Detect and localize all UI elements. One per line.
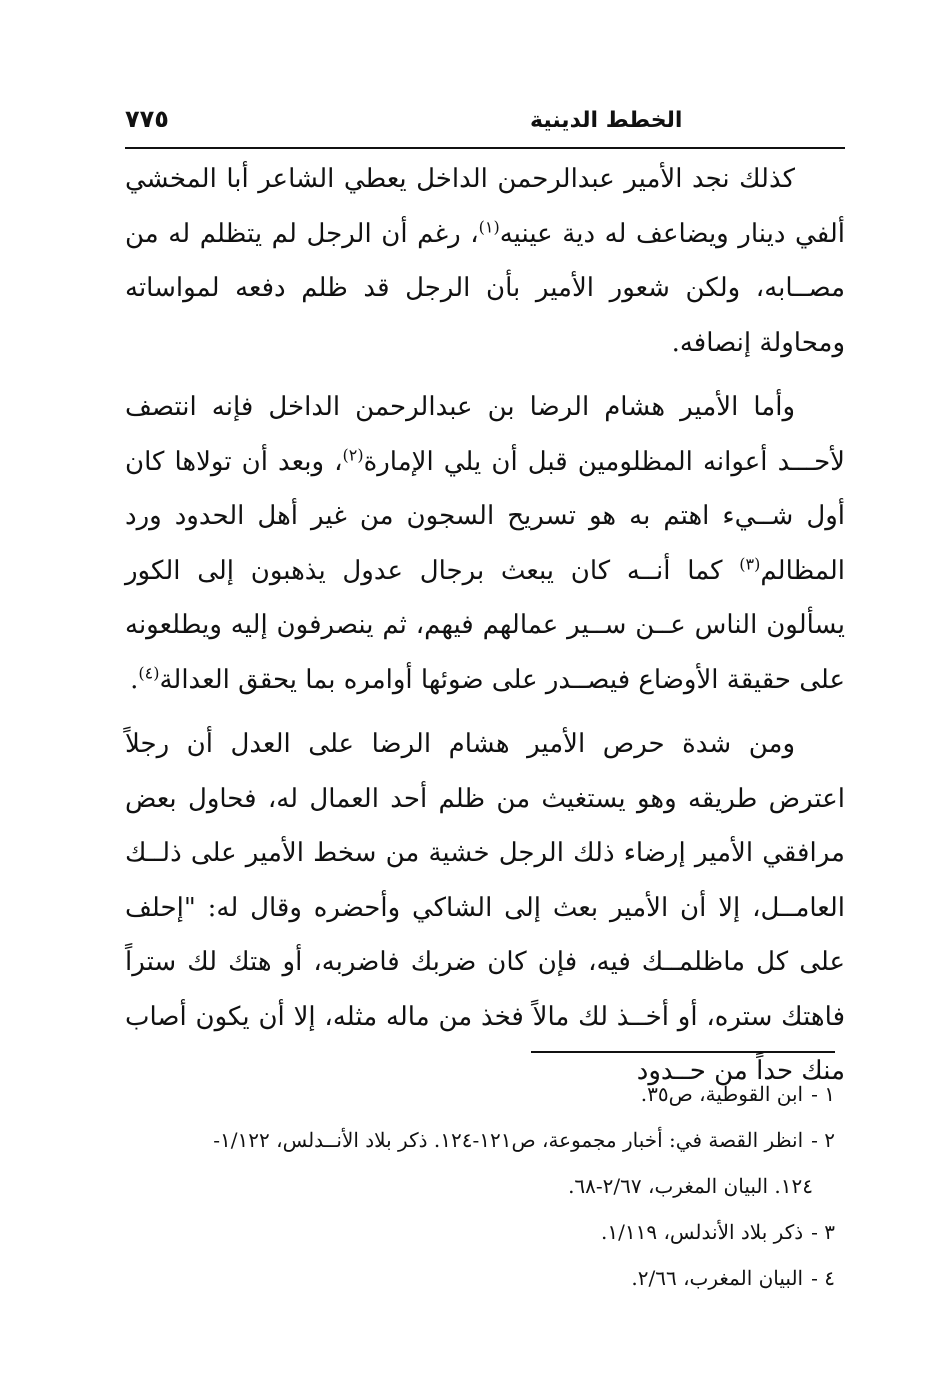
- paragraph: [125, 380, 845, 707]
- footnote-ref: (٢): [342, 444, 364, 464]
- footnote-text: انظر القصة في: أخبار مجموعة، ص١٢١-١٢٤. ذكر بلاد الأنــدلس، ١/١٢٢-: [213, 1128, 804, 1152]
- footnote: [125, 1209, 845, 1255]
- footnote-number: ١ -: [811, 1082, 835, 1106]
- paragraph-text: كذلك نجد الأمير عبدالرحمن الداخل يعطي الشاعر أبا المخشي ألفي دينار ويضاعف له دية عينيه: [125, 164, 845, 249]
- footnote-number: ٢ -: [811, 1128, 835, 1152]
- footnote-number: ٤ -: [811, 1266, 835, 1290]
- page-number: ٧٧٥: [125, 105, 169, 133]
- footnote-ref: (٣): [739, 553, 761, 573]
- footnote-number: ٣ -: [811, 1220, 835, 1244]
- paragraph-text: ، وبعد أن تولاها كان أول شــيء اهتم به هو تسريح السجون من غير أهل الحدود ورد المظالم: [125, 446, 846, 586]
- header-rule: [125, 147, 845, 149]
- footnote: [125, 1117, 845, 1209]
- paragraph-text: وأما الأمير هشام الرضا بن عبدالرحمن الداخل فإنه انتصف لأحـــد أعوانه المظلومين قبل أن يلي الإمارة: [125, 392, 845, 477]
- footnote-text: ذكر بلاد الأندلس، ١/١١٩.: [601, 1220, 804, 1244]
- paragraph-text: كما أنــه كان يبعث برجال عدول يذهبون إلى الكور يسألون الناس عــن ســير عمالهم فيهم، ثم ينصرفون إليه ويطلعونه على حقيقة الأوضاع فيصــدر على ضوئها أوامره بما يحقق العدالة: [125, 555, 845, 695]
- main-text: [125, 152, 845, 1099]
- paragraph: [125, 717, 845, 1099]
- footnote: [125, 1071, 845, 1117]
- paragraph-text: ومن شدة حرص الأمير هشام الرضا على العدل أن رجلاً اعترض طريقه وهو يستغيث من ظلم أحد العمال له، فحاول بعض مرافقي الأمير إرضاء ذلك الرجل خشية من سخط الأمير على ذلــك العامــل، إلا أن الأمير بعث إلى الشاكي وأحضره وقال له: "إحلف على كل ماظلمــك فيه، فإن كان ضربك فاضربه، أو هتك لك ستراً فاهتك ستره، أو أخــذ لك مالاً فخذ من ماله مثله، إلا أن يكون أصاب منك حداً من حــدود: [125, 729, 845, 1086]
- running-title: الخطط الدينية: [530, 108, 683, 133]
- paragraph: [125, 152, 845, 370]
- footnote: [125, 1255, 845, 1301]
- page-header: [125, 104, 845, 146]
- footnote-continuation: ١٢٤. البيان المغرب، ٢/٦٧-٦٨.: [568, 1174, 813, 1198]
- paragraph-text: .: [130, 664, 139, 695]
- footnote-divider: [531, 1051, 835, 1053]
- footnote-ref: (٤): [138, 662, 160, 682]
- paragraph-text: ، رغم أن الرجل لم يتظلم له من مصــابه، ولكن شعور الأمير بأن الرجل قد ظلم دفعه لمواساته ومحاولة إنصافه.: [125, 218, 845, 358]
- footnote-text: ابن القوطية، ص٣٥.: [640, 1082, 804, 1106]
- footnotes: [125, 1071, 845, 1301]
- footnote-ref: (١): [478, 216, 500, 236]
- footnote-text: البيان المغرب، ٢/٦٦.: [631, 1266, 804, 1290]
